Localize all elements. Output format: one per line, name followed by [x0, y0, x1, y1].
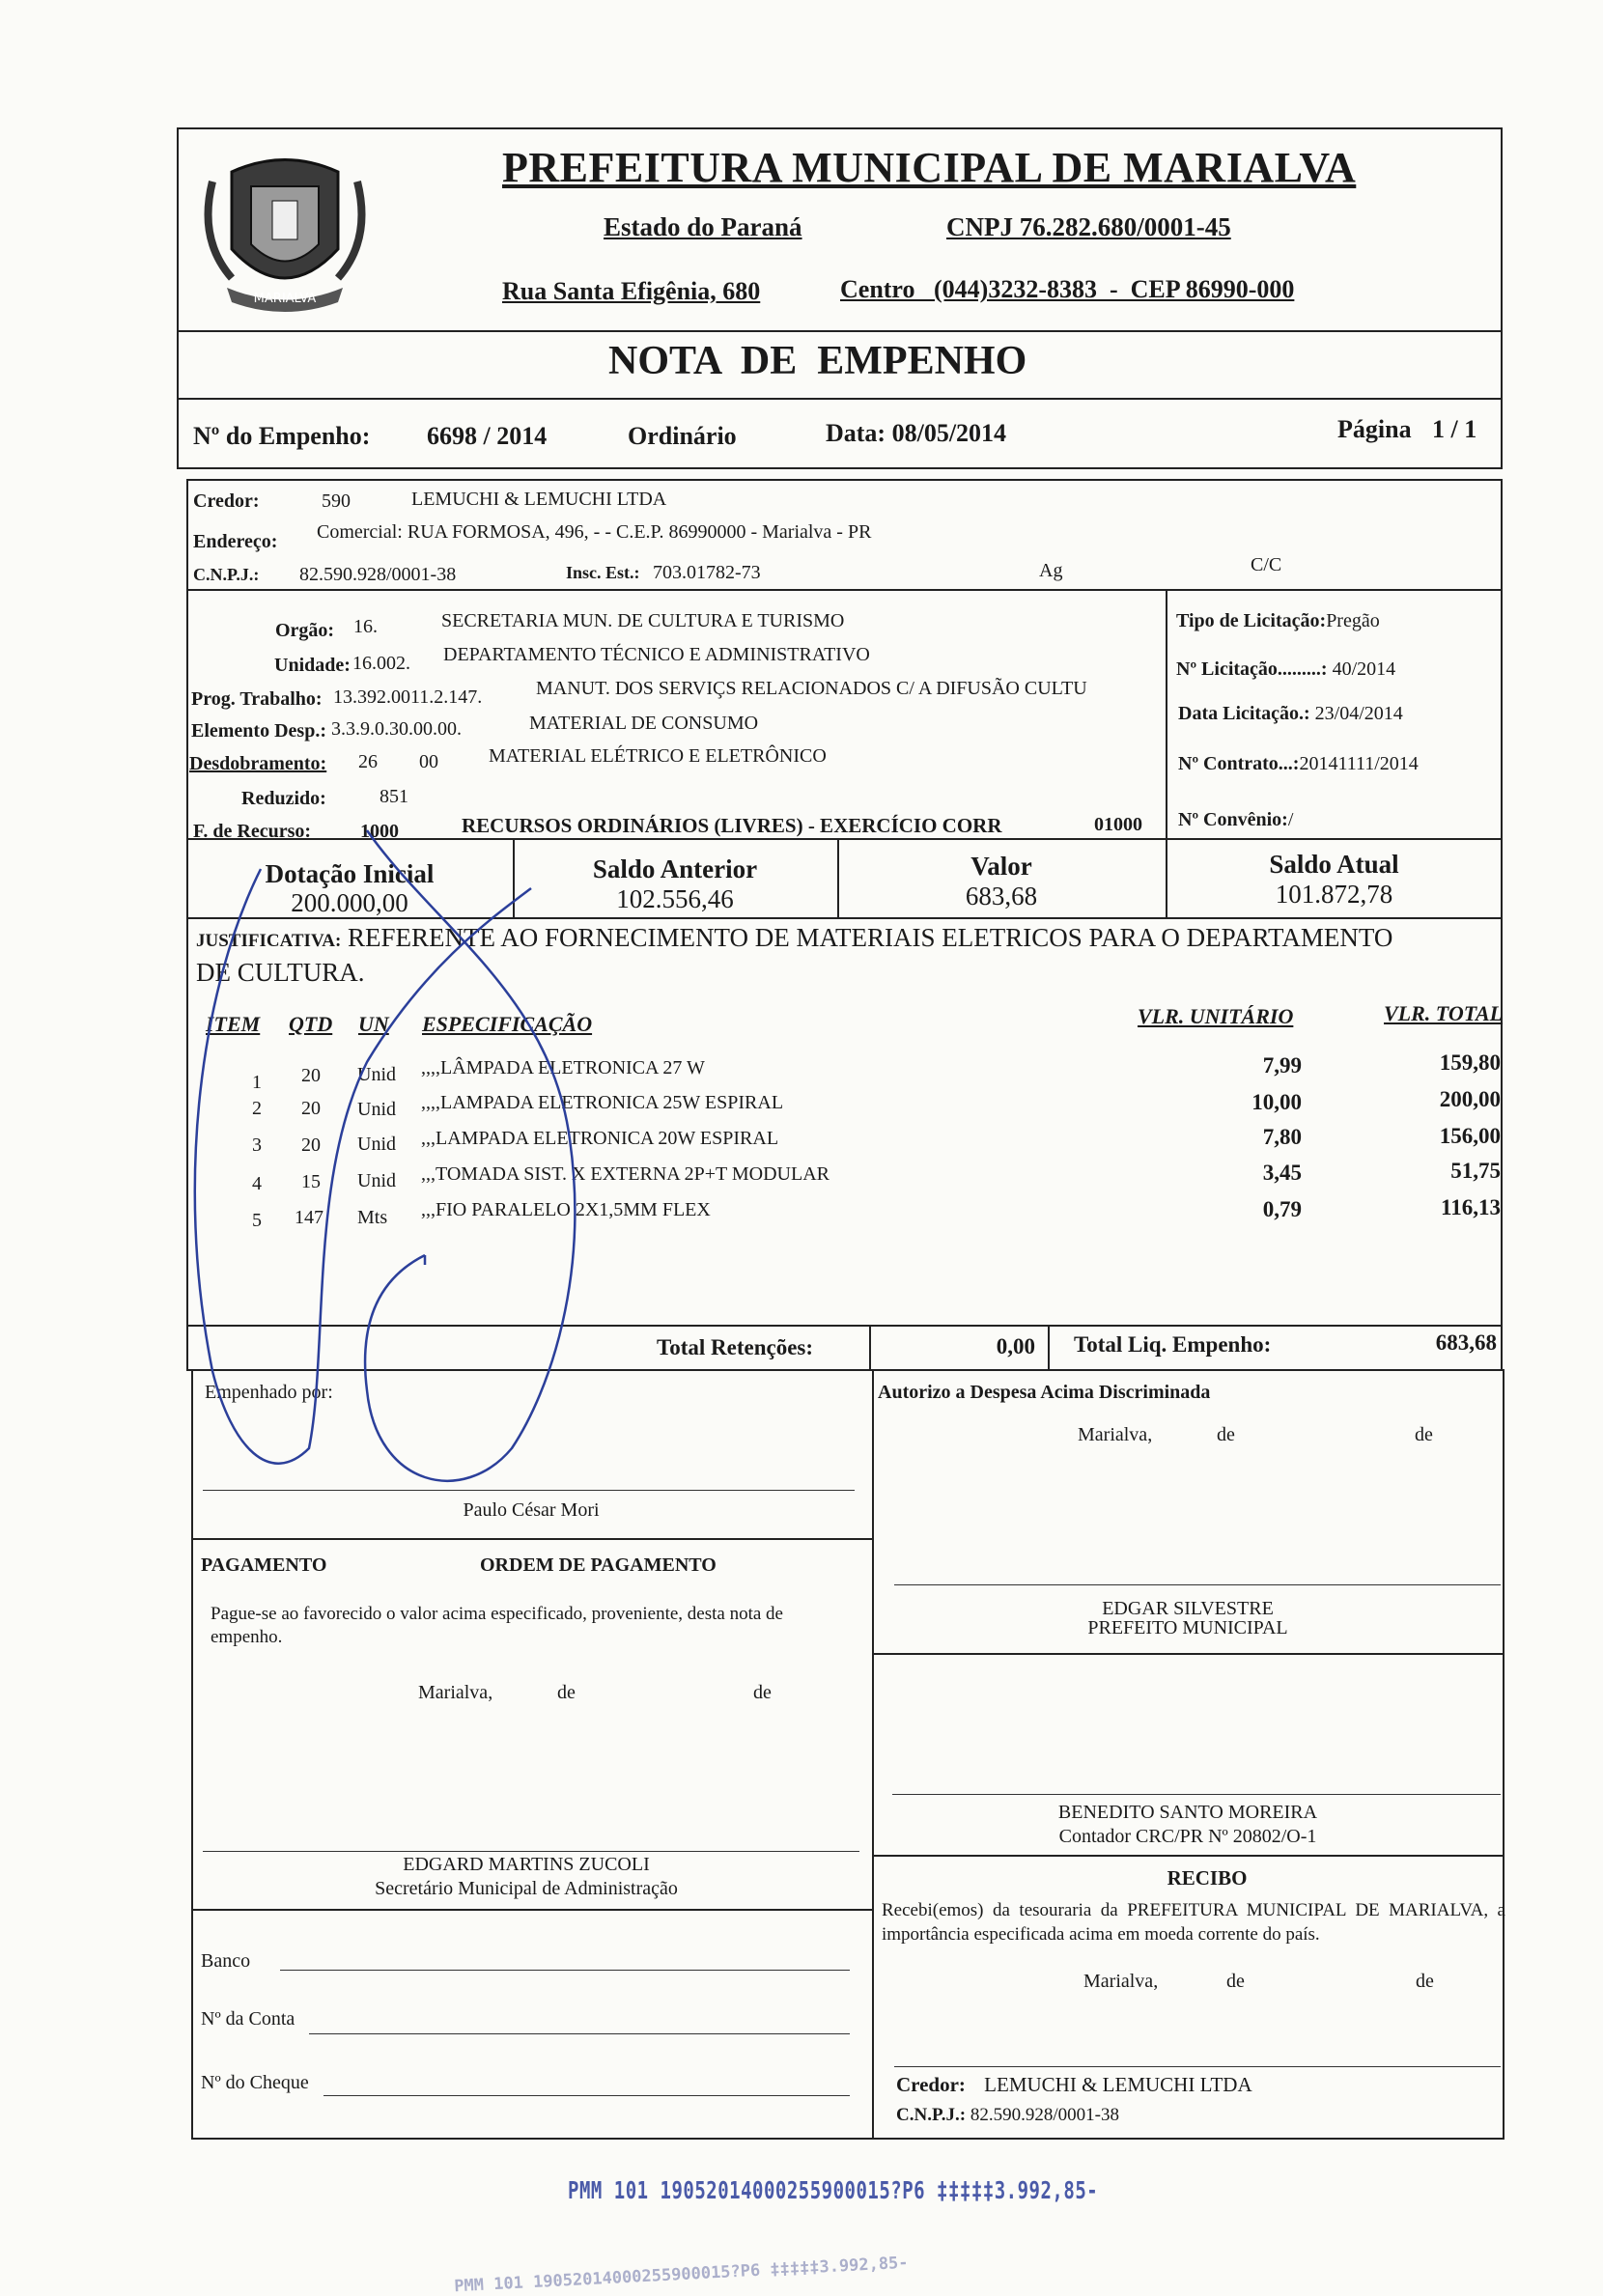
credor-footer-cnpj [896, 2105, 1119, 2126]
ag-label: Ag [1039, 560, 1063, 581]
coat-of-arms-icon [193, 143, 377, 326]
recurso-value: RECURSOS ORDINÁRIOS (LIVRES) - EXERCÍCIO CORR [462, 814, 1002, 837]
item-unit-price: 7,99 [1262, 1053, 1302, 1078]
col-total: VLR. TOTAL [1384, 1001, 1504, 1025]
contador-role: Contador CRC/PR Nº 20802/O-1 [1058, 1826, 1317, 1847]
svg-text:MARIALVA: MARIALVA [253, 292, 317, 306]
elemento-code: 3.3.9.0.30.00.00. [331, 718, 462, 740]
credor-code: 590 [322, 490, 351, 512]
banco-field-line [280, 1970, 850, 1971]
item-qtd: 20 [301, 1098, 321, 1119]
prefeito-bottom-border [872, 1653, 1505, 1655]
tipo-licitacao-key: Tipo de Licitação: [1176, 610, 1327, 631]
street-label: Rua Santa Efigênia, 680 [502, 277, 761, 305]
num-licitacao [1176, 658, 1395, 681]
recurso-code: 1000 [360, 821, 399, 842]
item-qtd: 15 [301, 1171, 321, 1192]
banco-label: Banco [201, 1950, 251, 1972]
credor-name: LEMUCHI & LEMUCHI LTDA [411, 489, 667, 510]
item-number: 4 [252, 1173, 262, 1194]
banco-top-border [191, 1909, 872, 1911]
col-un: UN [358, 1012, 389, 1036]
totals-div-2 [1048, 1325, 1050, 1371]
credor-signature-line [894, 2066, 1501, 2067]
empenhado-name: Paulo César Mori [463, 1499, 600, 1521]
justificativa-text-1: REFERENTE AO FORNECIMENTO DE MATERIAIS ELETRICOS PARA O DEPARTAMENTO [348, 923, 1393, 952]
empenho-number: 6698 / 2014 [427, 422, 548, 450]
credor-footer [896, 2073, 1252, 2097]
orgao-code: 16. [353, 616, 378, 637]
item-unit-price: 7,80 [1262, 1125, 1302, 1149]
credor-cnpj-label: C.N.P.J.: [193, 565, 260, 584]
ie-label: Insc. Est.: [566, 563, 640, 582]
totals-div-1 [869, 1325, 871, 1371]
secretario-name: EDGARD MARTINS ZUCOLI [403, 1854, 650, 1875]
recibo-de-1: de [1226, 1971, 1245, 1992]
liquido-label: Total Liq. Empenho: [1074, 1332, 1272, 1357]
item-number: 3 [252, 1134, 262, 1156]
page-label: Página [1337, 415, 1412, 443]
elemento-value: MATERIAL DE CONSUMO [529, 713, 759, 734]
orgao-value: SECRETARIA MUN. DE CULTURA E TURISMO [441, 610, 845, 631]
saldo-anterior-value: 102.556,46 [616, 884, 734, 913]
recibo-label: RECIBO [1167, 1866, 1248, 1890]
prefeito-role: PREFEITO MUNICIPAL [1087, 1617, 1288, 1638]
ie-value: 703.01782-73 [653, 562, 761, 583]
prefeito-signature-line [894, 1584, 1501, 1585]
reduzido-label: Reduzido: [241, 788, 326, 809]
pagamento-text: Pague-se ao favorecido o valor acima especificado, proveniente, desta nota de empenho. [211, 1604, 783, 1647]
conta-field-line [309, 2033, 850, 2034]
credor-footer-name: LEMUCHI & LEMUCHI LTDA [984, 2073, 1252, 2096]
num-convenio [1178, 809, 1293, 831]
recurso-label: F. de Recurso: [193, 821, 312, 842]
address-label: Centro (044)3232-8383 - CEP 86990-000 [840, 275, 1295, 303]
contador-name: BENEDITO SANTO MOREIRA [1057, 1802, 1318, 1823]
cheque-field-line [323, 2095, 850, 2096]
credor-footer-cnpj-value: 82.590.928/0001-38 [970, 2105, 1119, 2125]
empenho-type: Ordinário [628, 422, 737, 450]
data-licitacao-value: 23/04/2014 [1314, 703, 1403, 724]
item-un: Unid [357, 1064, 396, 1085]
empenhado-label: Empenhado por: [205, 1382, 333, 1403]
prog-code: 13.392.0011.2.147. [333, 686, 483, 708]
pagamento-de-2: de [753, 1682, 772, 1703]
credor-footer-label: Credor: [896, 2073, 966, 2096]
item-number: 2 [252, 1098, 262, 1119]
data-licitacao [1178, 703, 1403, 725]
address-field-label: Endereço: [193, 531, 278, 552]
handwritten-signature [145, 772, 724, 1545]
recibo-place: Marialva, [1083, 1971, 1159, 1992]
signature-split [872, 1369, 874, 2140]
cnpj-label: CNPJ 76.282.680/0001-45 [946, 212, 1231, 241]
elemento-label: Elemento Desp.: [191, 720, 326, 742]
prog-label: Prog. Trabalho: [191, 688, 323, 710]
item-spec: ,,,LAMPADA ELETRONICA 20W ESPIRAL [421, 1128, 779, 1149]
saldo-atual-value: 101.872,78 [1275, 880, 1393, 909]
unidade-value: DEPARTAMENTO TÉCNICO E ADMINISTRATIVO [443, 644, 870, 665]
item-unit-price: 0,79 [1262, 1197, 1302, 1221]
item-total: 159,80 [1439, 1050, 1501, 1075]
credor-label: Credor: [193, 490, 260, 512]
item-qtd: 20 [301, 1134, 321, 1156]
item-spec: ,,,FIO PARALELO 2X1,5MM FLEX [421, 1199, 711, 1220]
doc-title: NOTA DE EMPENHO [608, 339, 1027, 383]
saldo-anterior-label: Saldo Anterior [592, 854, 758, 883]
secretario-role: Secretário Municipal de Administração [375, 1878, 678, 1899]
pagamento-label: PAGAMENTO [201, 1554, 327, 1576]
num-licitacao-key: Nº Licitação.........: [1176, 658, 1328, 680]
saldo-atual-label: Saldo Atual [1269, 850, 1399, 879]
pagamento-place: Marialva, [418, 1682, 493, 1703]
item-un: Unid [357, 1099, 396, 1120]
col-unit: VLR. UNITÁRIO [1138, 1004, 1294, 1028]
item-unit-price: 3,45 [1262, 1161, 1302, 1185]
item-number: 5 [252, 1210, 262, 1231]
autorizo-place: Marialva, [1078, 1424, 1153, 1445]
item-spec: ,,,TOMADA SIST. X EXTERNA 2P+T MODULAR [421, 1163, 830, 1185]
prefeito-name: EDGAR SILVESTRE [1102, 1598, 1274, 1619]
pagamento-de-1: de [557, 1682, 576, 1703]
tipo-licitacao-value: Pregão [1326, 610, 1380, 631]
valor-value: 683,68 [965, 882, 1038, 910]
cheque-label: Nº do Cheque [201, 2072, 309, 2093]
desdobramento-code: 26 [358, 751, 378, 772]
item-qtd: 20 [301, 1065, 321, 1086]
item-qtd: 147 [295, 1207, 323, 1228]
valor-label: Valor [970, 852, 1032, 881]
col-item: ITEM [206, 1012, 261, 1036]
item-un: Mts [357, 1207, 388, 1228]
page-number: 1 / 1 [1432, 415, 1477, 443]
num-licitacao-value: 40/2014 [1332, 658, 1396, 680]
num-convenio-value: / [1287, 809, 1294, 830]
item-total: 156,00 [1439, 1124, 1501, 1148]
retencoes-label: Total Retenções: [657, 1335, 814, 1359]
unidade-label: Unidade: [274, 655, 351, 676]
recibo-text: Recebi(emos) da tesouraria da PREFEITURA MUNICIPAL DE MARIALVA, a importância especificada acima em moeda corrente do país. [882, 1900, 1505, 1945]
secretario-signature-line [203, 1851, 859, 1852]
item-total: 51,75 [1450, 1159, 1501, 1183]
reduzido-value: 851 [380, 786, 408, 807]
credor-cnpj: 82.590.928/0001-38 [299, 564, 457, 585]
num-convenio-key: Nº Convênio: [1178, 809, 1288, 830]
data-licitacao-key: Data Licitação.: [1178, 703, 1310, 724]
item-number: 1 [252, 1072, 262, 1093]
validation-stamp-faint: PMM 101 19052014000255900015?P6 ‡‡‡‡‡3.992,85- [453, 2253, 910, 2296]
liquido-value: 683,68 [1435, 1330, 1497, 1355]
logo [193, 143, 377, 326]
justificativa-text-2: DE CULTURA. [196, 958, 365, 987]
state-label: Estado do Paraná [604, 212, 802, 241]
dotacao-value: 200.000,00 [291, 888, 408, 917]
autorizo-de-1: de [1217, 1424, 1235, 1445]
desdobramento-label: Desdobramento: [189, 753, 327, 774]
autorizo-label: Autorizo a Despesa Acima Discriminada [878, 1382, 1211, 1403]
validation-stamp: PMM 101 19052014000255900015?P6 ‡‡‡‡‡3.992,85- [568, 2176, 1099, 2205]
orgao-label: Orgão: [275, 620, 335, 641]
dotacao-label: Dotação Inicial [265, 859, 435, 888]
num-contrato [1178, 753, 1419, 775]
item-un: Unid [357, 1170, 396, 1191]
desdobramento-sub: 00 [419, 751, 438, 772]
recibo-top-border [872, 1855, 1505, 1857]
desdobramento-value: MATERIAL ELÉTRICO E ELETRÔNICO [489, 745, 827, 767]
conta-label: Nº da Conta [201, 2008, 295, 2030]
unidade-code: 16.002. [352, 653, 410, 674]
item-un: Unid [357, 1134, 396, 1155]
empenho-date: Data: 08/05/2014 [826, 419, 1007, 447]
num-contrato-key: Nº Contrato...: [1178, 753, 1300, 774]
prog-value: MANUT. DOS SERVIÇS RELACIONADOS C/ A DIFUSÃO CULTU [536, 678, 1087, 699]
item-spec: ,,,,LÂMPADA ELETRONICA 27 W [421, 1057, 705, 1078]
autorizo-de-2: de [1415, 1424, 1433, 1445]
num-contrato-value: 20141111/2014 [1299, 753, 1419, 774]
col-spec: ESPECIFICAÇÃO [422, 1012, 593, 1036]
ordem-pagamento-label: ORDEM DE PAGAMENTO [480, 1554, 717, 1576]
recurso-number: 01000 [1094, 814, 1142, 835]
item-unit-price: 10,00 [1251, 1090, 1302, 1114]
col-qtd: QTD [289, 1012, 333, 1036]
item-spec: ,,,,LAMPADA ELETRONICA 25W ESPIRAL [421, 1092, 784, 1113]
justificativa-label: JUSTIFICATIVA: [196, 931, 342, 951]
credor-address: Comercial: RUA FORMOSA, 496, - - C.E.P. 86990000 - Marialva - PR [317, 521, 872, 543]
item-total: 200,00 [1439, 1087, 1501, 1111]
cc-label: C/C [1251, 554, 1282, 575]
empenho-number-label: Nº do Empenho: [193, 422, 371, 450]
item-total: 116,13 [1441, 1195, 1501, 1219]
recibo-de-2: de [1416, 1971, 1434, 1992]
credor-footer-cnpj-label: C.N.P.J.: [896, 2105, 967, 2125]
contador-signature-line [892, 1794, 1501, 1795]
tipo-licitacao-label [1176, 610, 1380, 632]
page-title: PREFEITURA MUNICIPAL DE MARIALVA [502, 144, 1357, 191]
orcamento-divider [1166, 589, 1167, 840]
retencoes-value: 0,00 [996, 1334, 1035, 1358]
